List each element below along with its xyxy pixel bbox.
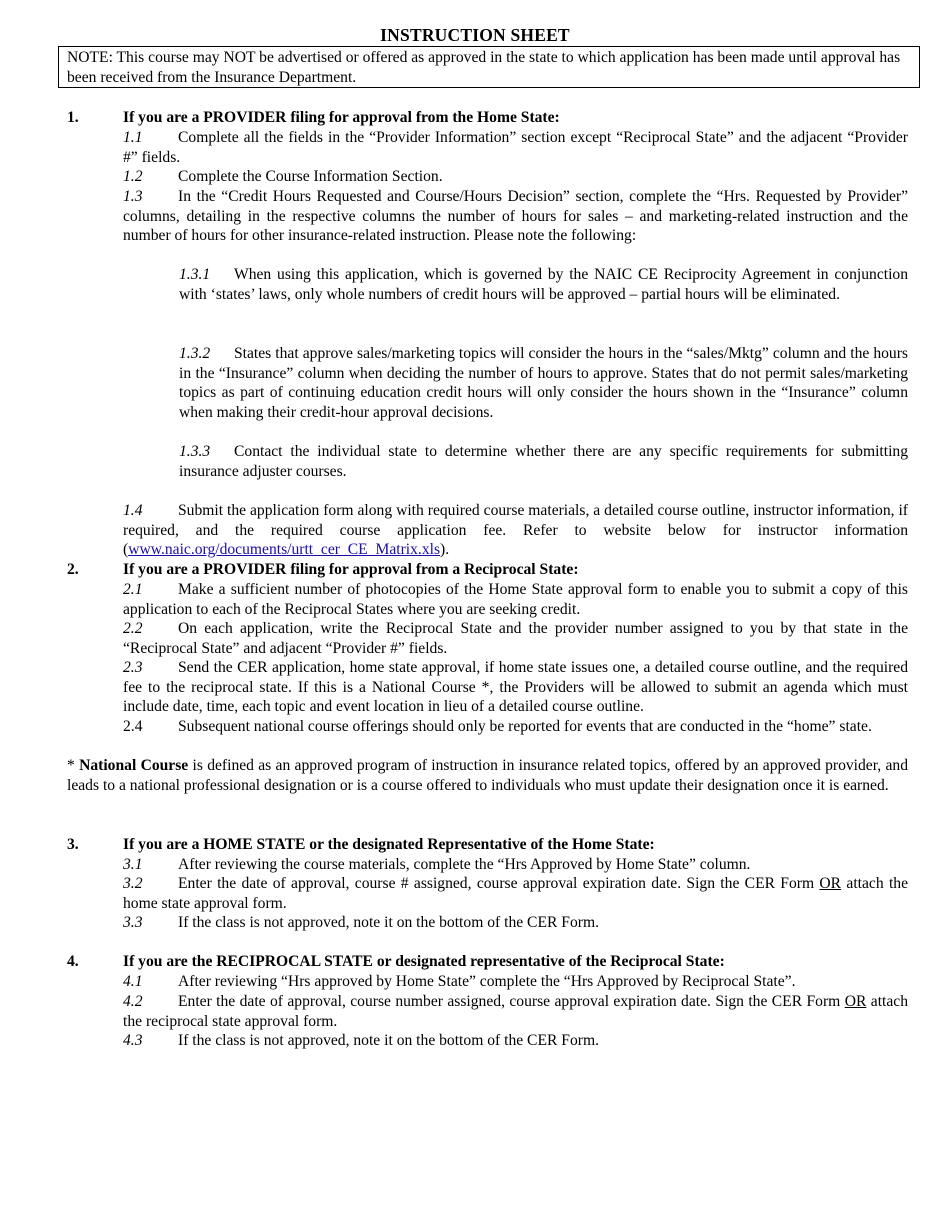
item-1-1: [123, 128, 908, 167]
item-1-3-label: 1.3: [123, 188, 143, 205]
section-3-heading: [67, 835, 655, 855]
item-2-2-text: On each application, write the Reciprocal State and the provider number assigned to you by that state in the “Reciprocal State” and adjacent “Provider #” fields.: [123, 620, 908, 657]
item-1-1-label: 1.1: [123, 129, 143, 146]
item-1-2-label: 1.2: [123, 168, 143, 185]
item-3-2-label: 3.2: [123, 875, 143, 892]
item-1-3-1-label: 1.3.1: [179, 266, 211, 283]
national-course-definition: [67, 756, 908, 795]
item-2-3-text: Send the CER application, home state approval, if home state issues one, a detailed course outline, and the required fee to the reciprocal state. If this is a National Course *, the Providers will be allowed to submit an agenda which must include date, time, each topic and event location in lieu of a detailed course outline.: [123, 659, 908, 716]
item-4-1: [123, 972, 908, 992]
item-1-2: [123, 167, 908, 187]
item-4-1-text: After reviewing “Hrs approved by Home State” complete the “Hrs Approved by Reciprocal State”.: [178, 973, 796, 990]
item-2-4: [123, 717, 908, 737]
item-1-3-text: In the “Credit Hours Requested and Course/Hours Decision” section, complete the “Hrs. Requested by Provider” columns, detailing in the respective columns the number of hours for sales – and marketing-related instruction and the number of hours for other insurance-related instruction. Please note the following:: [123, 188, 908, 245]
item-2-2: [123, 619, 908, 658]
section-3-title: If you are a HOME STATE or the designated Representative of the Home State:: [123, 836, 655, 853]
item-1-3-3-label: 1.3.3: [179, 443, 211, 460]
section-2-number: 2.: [67, 561, 79, 578]
section-2-title: If you are a PROVIDER filing for approval from a Reciprocal State:: [123, 561, 579, 578]
item-2-4-text: Subsequent national course offerings should only be reported for events that are conducted in the “home” state.: [178, 718, 872, 735]
section-4-number: 4.: [67, 953, 79, 970]
item-2-1-label: 2.1: [123, 581, 143, 598]
item-4-3-label: 4.3: [123, 1032, 143, 1049]
item-4-3: [123, 1031, 908, 1051]
item-1-4-end: ).: [440, 541, 450, 559]
approval-note-box: NOTE: This course may NOT be advertised or offered as approved in the state to which application has been made until approval has been received from the Insurance Department.: [58, 46, 920, 88]
section-4-heading: [67, 952, 725, 972]
item-3-2: [123, 874, 908, 913]
item-3-2-text: Enter the date of approval, course # assigned, course approval expiration date. Sign the CER Form: [178, 875, 820, 892]
item-3-3: [123, 913, 908, 933]
item-3-2-end: attach the home state approval form.: [123, 875, 908, 912]
item-1-2-text: Complete the Course Information Section.: [178, 168, 443, 185]
item-3-3-label: 3.3: [123, 914, 143, 931]
section-4-title: If you are the RECIPROCAL STATE or designated representative of the Reciprocal State:: [123, 953, 725, 970]
item-2-4-label: 2.4: [123, 718, 143, 735]
item-3-3-text: If the class is not approved, note it on the bottom of the CER Form.: [178, 914, 599, 931]
section-1-number: 1.: [67, 109, 79, 126]
item-2-2-label: 2.2: [123, 620, 143, 637]
national-course-text: is defined as an approved program of instruction in insurance related topics, offered by an approved provider, and leads to a national professional designation or is a course offered to individuals who must update their designation once it is earned.: [67, 757, 908, 794]
item-4-2-label: 4.2: [123, 993, 143, 1010]
item-1-3-3: [179, 442, 908, 481]
national-course-asterisk: *: [67, 757, 80, 774]
ce-matrix-link[interactable]: www.naic.org/documents/urtt_cer_CE_Matrix.xls: [128, 541, 441, 559]
page-title: INSTRUCTION SHEET: [380, 25, 570, 45]
item-2-1-text: Make a sufficient number of photocopies of the Home State approval form to enable you to submit a copy of this application to each of the Reciprocal States where you are seeking credit.: [123, 581, 908, 618]
item-1-3-2: [179, 344, 908, 422]
item-2-3: [123, 658, 908, 717]
item-1-3-3-text: Contact the individual state to determine whether there are any specific requirements for submitting insurance adjuster courses.: [179, 443, 908, 480]
item-3-1: [123, 855, 908, 875]
item-1-4-label: 1.4: [123, 502, 143, 519]
item-2-3-label: 2.3: [123, 659, 143, 676]
item-1-3-2-text: States that approve sales/marketing topics will consider the hours in the “sales/Mktg” column and the hours in the “Insurance” column when deciding the number of hours to approve. States that do not permit sales/marketing topics as part of continuing education credit hours will only consider the hours shown in the “Insurance” column when making their credit-hour approval decisions.: [179, 345, 908, 421]
section-2-heading: [67, 560, 579, 580]
item-1-3: [123, 187, 908, 246]
item-1-4: [123, 501, 908, 560]
item-4-1-label: 4.1: [123, 973, 143, 990]
section-3-number: 3.: [67, 836, 79, 853]
item-1-1-text: Complete all the fields in the “Provider Information” section except “Reciprocal State” and the adjacent “Provider #” fields.: [123, 129, 908, 166]
section-1-heading: [67, 108, 560, 128]
item-4-2: [123, 992, 908, 1031]
item-2-1: [123, 580, 908, 619]
item-4-3-text: If the class is not approved, note it on the bottom of the CER Form.: [178, 1032, 599, 1049]
item-4-2-end: attach the reciprocal state approval form.: [123, 993, 909, 1030]
item-4-2-or: OR: [844, 993, 867, 1010]
item-4-2-text: Enter the date of approval, course number assigned, course approval expiration date. Sign the CER Form: [178, 993, 845, 1010]
item-1-3-2-label: 1.3.2: [179, 345, 211, 362]
national-course-term: National Course: [79, 757, 189, 774]
item-3-1-text: After reviewing the course materials, complete the “Hrs Approved by Home State” column.: [178, 856, 751, 873]
item-3-2-or: OR: [819, 875, 842, 892]
section-1-title: If you are a PROVIDER filing for approval from the Home State:: [123, 109, 560, 126]
item-3-1-label: 3.1: [123, 856, 143, 873]
item-1-3-1: [179, 265, 908, 304]
item-1-4-text: Submit the application form along with required course materials, a detailed course outline, instructor information, if required, and the required course application fee. Refer to website below for instructor information (: [123, 502, 908, 559]
item-1-3-1-text: When using this application, which is governed by the NAIC CE Reciprocity Agreement in conjunction with ‘states’ laws, only whole numbers of credit hours will be approved – partial hours will be eliminated.: [179, 266, 908, 303]
